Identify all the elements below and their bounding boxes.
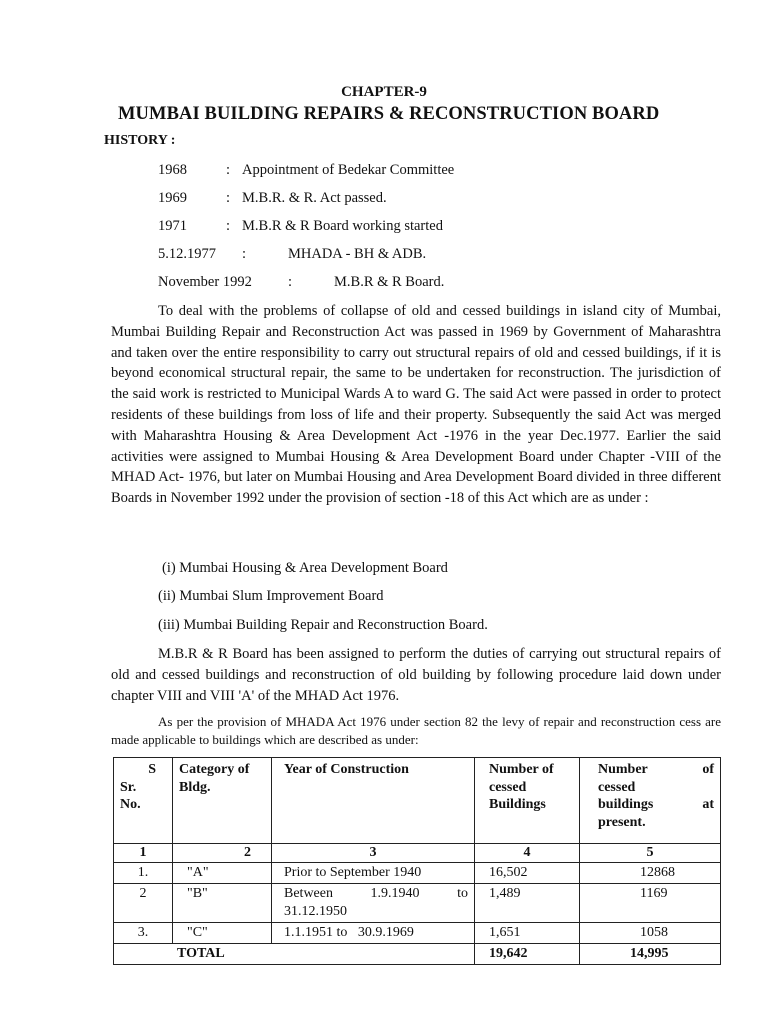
cell-sr: 2 bbox=[114, 884, 173, 923]
history-event: Appointment of Bedekar Committee bbox=[242, 162, 455, 178]
history-event: MHADA - BH & ADB. bbox=[288, 246, 427, 262]
column-number: 5 bbox=[580, 844, 721, 863]
column-number: 3 bbox=[272, 844, 475, 863]
total-present: 14,995 bbox=[580, 944, 721, 965]
header-sr-no bbox=[114, 758, 173, 844]
header-present-a: Number bbox=[598, 762, 648, 777]
column-number: 2 bbox=[173, 844, 272, 863]
cell-present: 12868 bbox=[580, 863, 721, 884]
table-row bbox=[114, 884, 721, 923]
history-label: HISTORY : bbox=[104, 133, 176, 148]
history-separator: : bbox=[226, 218, 231, 234]
column-number: 1 bbox=[114, 844, 173, 863]
history-date: November 1992 bbox=[158, 274, 252, 290]
table-row bbox=[114, 863, 721, 884]
cell-year-part: Between bbox=[284, 886, 333, 901]
cell-year-part: to bbox=[457, 886, 468, 901]
cell-present: 1169 bbox=[580, 884, 721, 923]
cessed-buildings-table bbox=[113, 757, 721, 965]
header-present-c: cessed bbox=[598, 779, 636, 795]
header-present bbox=[580, 758, 721, 844]
cell-cessed: 1,489 bbox=[475, 884, 580, 923]
header-sr-s: S bbox=[148, 762, 156, 777]
table-header-row bbox=[114, 758, 721, 844]
header-present-d: buildings bbox=[598, 797, 654, 812]
cell-present: 1058 bbox=[580, 923, 721, 944]
body-paragraph: M.B.R & R Board has been assigned to perform the duties of carrying out structural repairs of old and cessed buildings and reconstruction of old building by following procedure laid down under chapter VIII and VIII 'A' of the MHAD Act 1976. bbox=[111, 646, 721, 704]
cell-category: "A" bbox=[173, 863, 272, 884]
history-date: 5.12.1977 bbox=[158, 246, 216, 262]
header-category: Category of Bldg. bbox=[173, 758, 272, 844]
cell-year-part: 31.12.1950 bbox=[284, 904, 347, 919]
total-cessed: 19,642 bbox=[475, 944, 580, 965]
cell-year-part: 1.9.1940 bbox=[370, 886, 420, 901]
body-paragraph: As per the provision of MHADA Act 1976 under section 82 the levy of repair and reconstruction cess are made applicable to buildings which are described as under: bbox=[111, 714, 721, 747]
header-present-f: present. bbox=[598, 814, 646, 830]
table-column-number-row bbox=[114, 844, 721, 863]
history-separator: : bbox=[226, 162, 231, 178]
body-paragraph: To deal with the problems of collapse of old and cessed buildings in island city of Mumbai, Mumbai Building Repair and Reconstruction Act was passed in 1969 by Government of Maharashtra and taken over the entire responsibility to carry out structural repairs of old and cessed buildings, if it is beyond economical structural repair, the same to be undertaken for reconstruction. The jurisdiction of the said work is restricted to Municipal Wards A to ward G. The said Act were passed in order to protect residents of these buildings from loss of life and their property. Subsequently the said Act was merged with Maharashtra Housing & Area Development Act -1976 in the year Dec.1977. Earlier the said activities were assigned to Mumbai Housing & Area Development Board under Chapter -VIII of the MHAD Act- 1976, but later on Mumbai Housing and Area Development Board divided in three different Boards in November 1992 under the provision of section -18 of this Act which are as under : bbox=[111, 303, 721, 507]
header-cessed: Number of cessed Buildings bbox=[475, 758, 580, 844]
history-event: M.B.R. & R. Act passed. bbox=[242, 190, 387, 206]
cell-cessed: 1,651 bbox=[475, 923, 580, 944]
cell-category: "C" bbox=[173, 923, 272, 944]
total-label: TOTAL bbox=[114, 944, 475, 965]
header-sr-no-label: No. bbox=[120, 797, 141, 812]
header-present-b: of bbox=[702, 762, 714, 777]
history-date: 1968 bbox=[158, 162, 187, 178]
table-row bbox=[114, 923, 721, 944]
history-separator: : bbox=[288, 274, 293, 290]
header-present-e: at bbox=[702, 797, 714, 812]
cell-cessed: 16,502 bbox=[475, 863, 580, 884]
history-separator: : bbox=[242, 246, 247, 262]
cell-sr: 3. bbox=[114, 923, 173, 944]
cell-year: 1.1.1951 to 30.9.1969 bbox=[272, 923, 475, 944]
history-date: 1971 bbox=[158, 218, 187, 234]
history-event: M.B.R & R Board. bbox=[334, 274, 445, 290]
history-date: 1969 bbox=[158, 190, 187, 206]
board-list-item: (i) Mumbai Housing & Area Development Board bbox=[162, 560, 448, 576]
history-separator: : bbox=[226, 190, 231, 206]
cell-year: Prior to September 1940 bbox=[272, 863, 475, 884]
history-event: M.B.R & R Board working started bbox=[242, 218, 443, 234]
column-number: 4 bbox=[475, 844, 580, 863]
board-list-item: (iii) Mumbai Building Repair and Reconstruction Board. bbox=[158, 617, 488, 633]
chapter-heading: CHAPTER-9 bbox=[341, 84, 427, 100]
cell-year bbox=[272, 884, 475, 923]
cell-category: "B" bbox=[173, 884, 272, 923]
board-list-item: (ii) Mumbai Slum Improvement Board bbox=[158, 588, 384, 604]
header-sr-label: Sr. bbox=[120, 779, 137, 795]
cell-sr: 1. bbox=[114, 863, 173, 884]
table-total-row bbox=[114, 944, 721, 965]
document-title: MUMBAI BUILDING REPAIRS & RECONSTRUCTION BOARD bbox=[118, 104, 660, 124]
header-year: Year of Construction bbox=[272, 758, 475, 844]
